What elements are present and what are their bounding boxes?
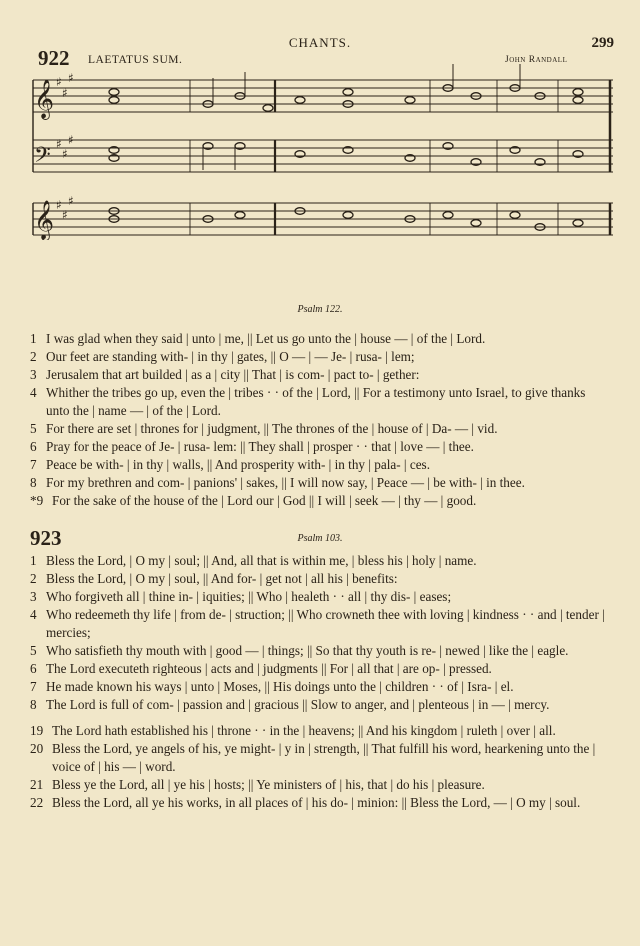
verse: 2 Our feet are standing with- | in thy | gates, || O — | — Je- | rusa- | lem; [30, 349, 415, 364]
verse: 8 For my brethren and com- | panions' | sakes, || I will now say, | Peace — | be with- | in thee. [30, 475, 525, 490]
verse: 3 Who forgiveth all | thine in- | iquities; || Who | healeth · · all | thy dis- | eases; [30, 589, 452, 604]
hymn-title: LAETATUS SUM. [88, 54, 183, 66]
verse: *9 For the sake of the house of the | Lord our | God || I will | seek — | thy — | good. [30, 493, 477, 508]
psalm-reference: Psalm 103. [297, 533, 343, 544]
treble-clef-icon: 𝄞 [34, 79, 55, 119]
page-number: 299 [591, 35, 614, 51]
svg-text:♯: ♯ [56, 137, 62, 151]
verse: 1 Bless the Lord, | O my | soul; || And, all that is within me, | bless his | holy | name. [30, 553, 477, 568]
verse: 19 The Lord hath established his | throne · · in the | heavens; || And his kingdom | ruleth | over | all. [30, 723, 556, 738]
verse: 1 I was glad when they said | unto | me, || Let us go unto the | house — | of the | Lord. [30, 331, 486, 346]
svg-text:♯: ♯ [68, 194, 74, 208]
svg-text:♯: ♯ [62, 86, 68, 100]
staff-lines [33, 80, 613, 235]
verse: 5 Who satisfieth thy mouth with | good — | things; || So that thy youth is re- | newed | like the | eagle. [30, 643, 569, 658]
verse: 7 He made known his ways | unto | Moses, || His doings unto the | children · · of | Isra- | el. [30, 679, 514, 694]
verse: 2 Bless the Lord, | O my | soul, || And for- | get not | all his | benefits: [30, 571, 398, 586]
verse: 6 The Lord executeth righteous | acts and | judgments || For | all that | are op- | pressed. [30, 661, 492, 676]
verse: 4 Who redeemeth thy life | from de- | struction; || Who crowneth thee with loving | kindness · · and | tender | mercies; [30, 607, 605, 640]
treble-clef-icon: 𝄞 [34, 200, 55, 240]
svg-text:♯: ♯ [68, 71, 74, 85]
verse: 7 Peace be with- | in thy | walls, || And prosperity with- | in thy | pala- | ces. [30, 457, 430, 472]
bass-clef-icon: 𝄢 [34, 143, 51, 173]
verse-list-923 [30, 552, 610, 812]
psalm-reference: Psalm 122. [297, 304, 343, 315]
svg-text:♯: ♯ [68, 133, 74, 147]
verse: 3 Jerusalem that art builded | as a | city || That | is com- | pact to- | gether: [30, 367, 420, 382]
composer: John Randall [505, 55, 568, 65]
verse: 4 Whither the tribes go up, even the | tribes · · of the | Lord, || For a testimony unto Israel, to give thanks unto the | name — | of the | Lord. [30, 385, 586, 418]
chant-score [30, 0, 620, 240]
section-title: CHANTS. [288, 35, 352, 50]
svg-text:♯: ♯ [62, 147, 68, 161]
hymn-number-922: 922 [38, 46, 70, 70]
verse: 20 Bless the Lord, ye angels of his, ye might- | y in | strength, || That fulfill his word, hearkening unto the | voice of | his — | word. [30, 741, 596, 774]
verse: 5 For there are set | thrones for | judgment, || The thrones of the | house of | Da- — | vid. [30, 421, 498, 436]
svg-text:♯: ♯ [56, 198, 62, 212]
hymn-number-923: 923 [30, 526, 62, 550]
verse: 8 The Lord is full of com- | passion and | gracious || Slow to anger, and | plenteous | in — | mercy. [30, 697, 550, 712]
svg-text:♯: ♯ [62, 208, 68, 222]
verse: 6 Pray for the peace of Je- | rusa- lem: || They shall | prosper · · that | love — | thee. [30, 439, 474, 454]
svg-text:♯: ♯ [56, 75, 62, 89]
verse: 21 Bless ye the Lord, all | ye his | hosts; || Ye ministers of | his, that | do his | pleasure. [30, 777, 485, 792]
verse: 22 Bless the Lord, all ye his works, in all places of | his do- | minion: || Bless the Lord, — | O my | soul. [30, 795, 581, 810]
verse-list-922 [30, 330, 610, 510]
